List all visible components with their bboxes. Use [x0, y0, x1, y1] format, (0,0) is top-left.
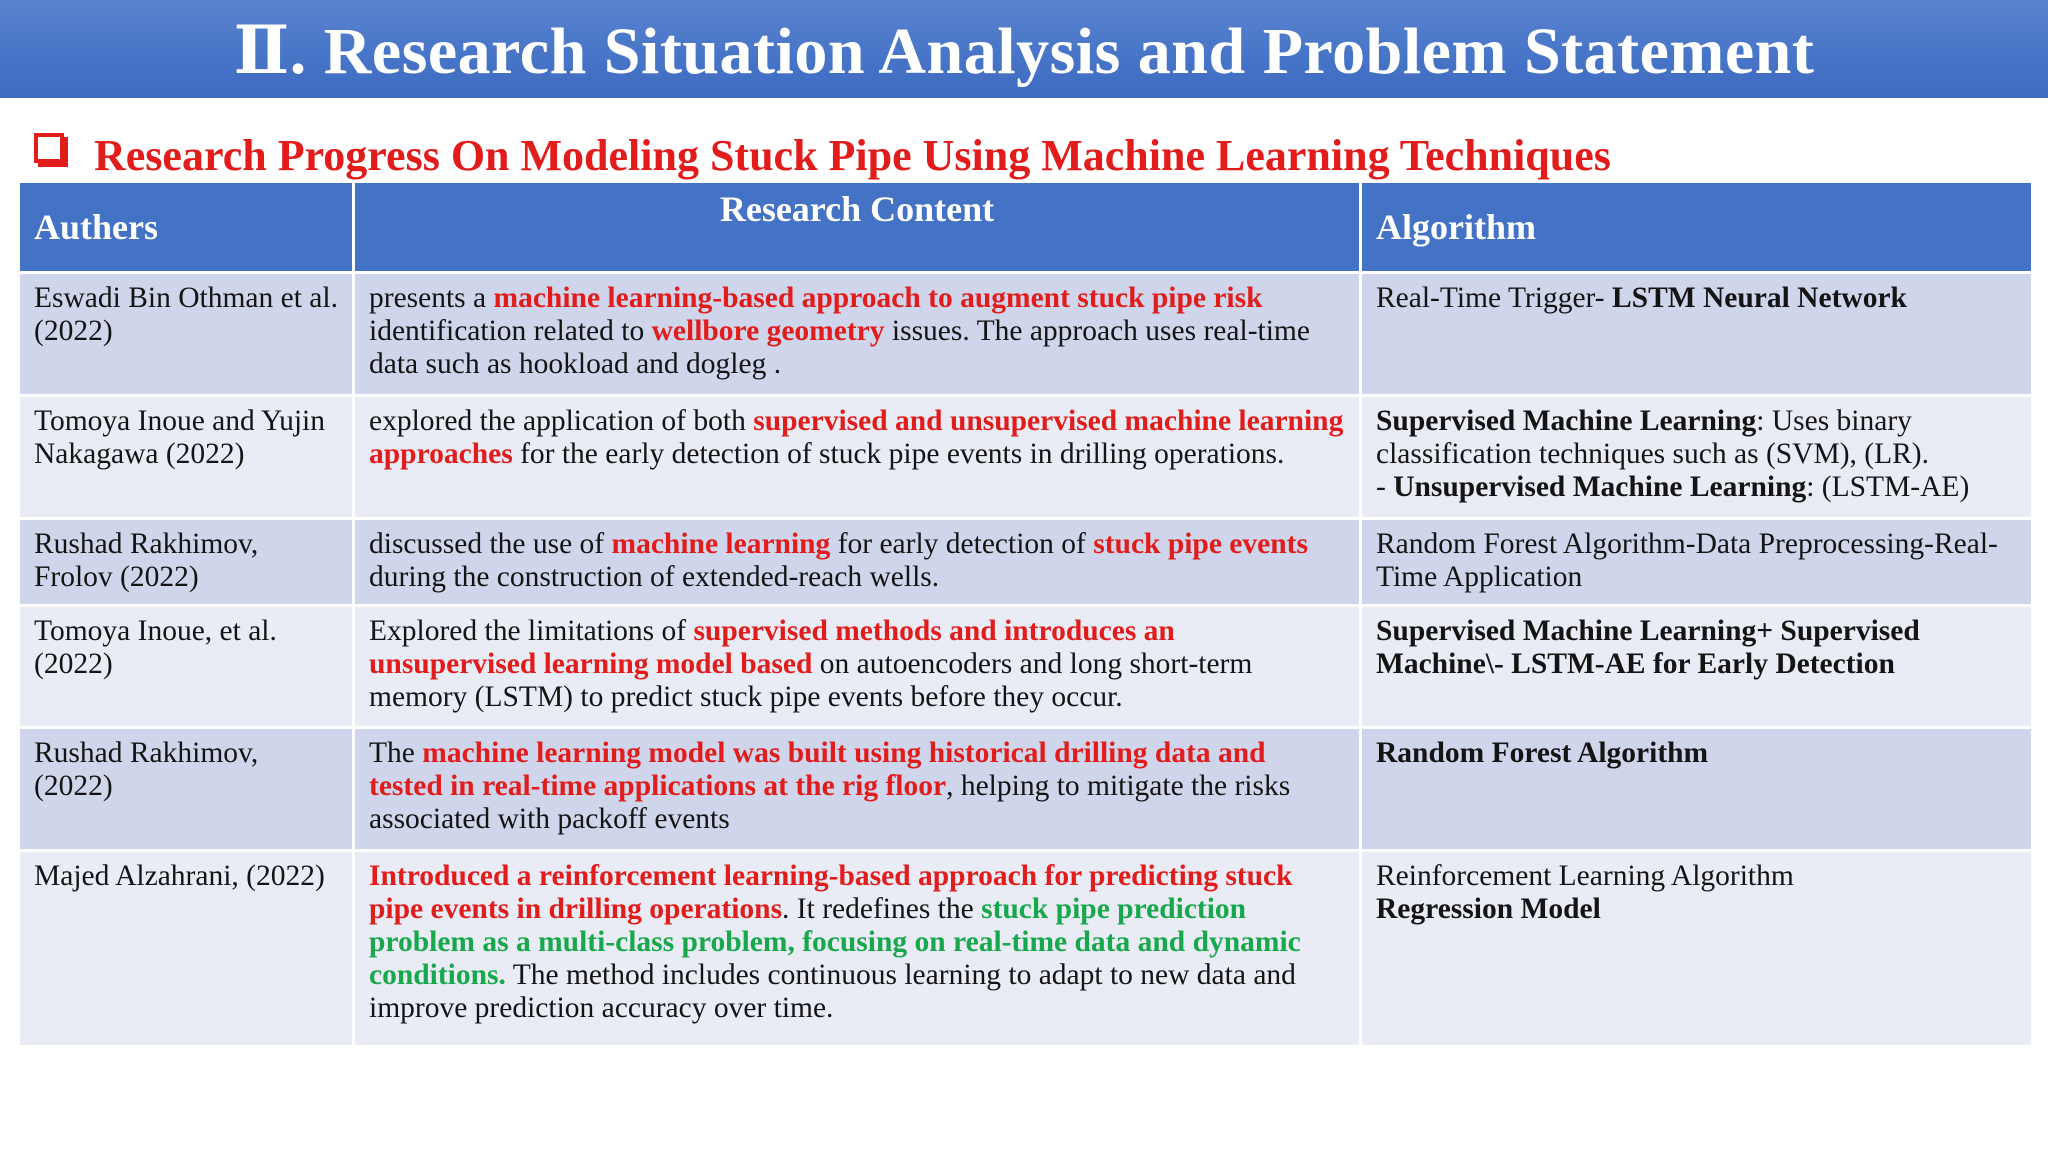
text-run: The method includes continuous learning to adapt to new data and improve prediction accuracy over time.	[369, 959, 1296, 1024]
table-row	[19, 273, 2033, 396]
bold-highlight-text: Supervised Machine Learning	[1376, 405, 1757, 437]
bold-highlight-text: Supervised Machine Learning+ Supervised Machine\- LSTM-AE for Early Detection	[1376, 615, 1920, 680]
table-row	[19, 851, 2033, 1047]
text-run: : Uses binary classification techniques such as (SVM), (LR).	[1376, 405, 1929, 470]
table-row	[19, 606, 2033, 728]
table-row	[19, 728, 2033, 851]
text-run: explored the application of both	[369, 405, 754, 437]
text-run: The	[369, 737, 423, 769]
algorithm-cell	[1361, 519, 2033, 606]
research-table	[17, 180, 2034, 1048]
slide-title: Ⅱ. Research Situation Analysis and Problem Statement	[233, 15, 1815, 88]
red-highlight-text: wellbore geometry	[651, 315, 885, 347]
text-run: -	[1376, 471, 1394, 503]
header-research-content: Research Content	[354, 182, 1361, 273]
text-run: Reinforcement Learning Algorithm	[1376, 860, 1794, 892]
author-cell: Tomoya Inoue and Yujin Nakagawa (2022)	[19, 396, 354, 519]
author-cell: Tomoya Inoue, et al. (2022)	[19, 606, 354, 728]
red-highlight-text: supervised and unsupervised machine learning approaches	[369, 405, 1344, 470]
text-run: during the construction of extended-reach wells.	[369, 561, 940, 593]
bold-highlight-text: Random Forest Algorithm	[1376, 737, 1709, 769]
content-cell	[354, 851, 1361, 1047]
content-cell	[354, 273, 1361, 396]
content-cell	[354, 606, 1361, 728]
text-run: Explored the limitations of	[369, 615, 694, 647]
red-highlight-text: stuck pipe events	[1093, 528, 1308, 560]
author-cell: Rushad Rakhimov, (2022)	[19, 728, 354, 851]
text-run: issues. The approach uses real-time data such as hookload and dogleg .	[369, 315, 1310, 380]
table-row	[19, 519, 2033, 606]
red-highlight-text: machine learning	[611, 528, 831, 560]
algorithm-cell	[1361, 728, 2033, 851]
table-header-row	[19, 182, 2033, 273]
algorithm-cell	[1361, 851, 2033, 1047]
green-highlight-text: stuck pipe prediction problem as a multi-class problem, focusing on real-time data and dynamic conditions.	[369, 893, 1301, 991]
red-highlight-text: machine learning model was built using historical drilling data and tested in real-time applications at the rig floor	[369, 737, 1266, 802]
bold-highlight-text: Unsupervised Machine Learning	[1393, 471, 1807, 503]
text-run: Real-Time Trigger-	[1376, 282, 1612, 314]
slide-subtitle: Research Progress On Modeling Stuck Pipe Using Machine Learning Techniques	[94, 130, 1611, 180]
content-cell	[354, 728, 1361, 851]
table-row	[19, 396, 2033, 519]
text-run: on autoencoders and long short-term memory (LSTM) to predict stuck pipe events before they occur.	[369, 648, 1253, 713]
header-authors: Authers	[19, 182, 354, 273]
algorithm-cell	[1361, 396, 2033, 519]
text-run: : (LSTM-AE)	[1806, 471, 1970, 503]
author-cell: Majed Alzahrani, (2022)	[19, 851, 354, 1047]
author-cell: Eswadi Bin Othman et al. (2022)	[19, 273, 354, 396]
bold-highlight-text: Regression Model	[1376, 893, 1601, 925]
text-run: . It redefines the	[782, 893, 982, 925]
text-run: presents a	[369, 282, 494, 314]
text-run: for early detection of	[830, 528, 1094, 560]
author-cell: Rushad Rakhimov, Frolov (2022)	[19, 519, 354, 606]
algorithm-cell	[1361, 273, 2033, 396]
text-run: , helping to mitigate the risks associated with packoff events	[369, 770, 1291, 835]
text-run: discussed the use of	[369, 528, 612, 560]
algorithm-cell	[1361, 606, 2033, 728]
text-run: Random Forest Algorithm-Data Preprocessing-Real-Time Application	[1376, 528, 1998, 593]
text-run: identification related to	[369, 315, 652, 347]
subtitle-row	[34, 125, 1611, 185]
bold-highlight-text: LSTM Neural Network	[1611, 282, 1907, 314]
text-run: for the early detection of stuck pipe events in drilling operations.	[512, 438, 1285, 470]
content-cell	[354, 396, 1361, 519]
red-highlight-text: Introduced a reinforcement learning-based approach for predicting stuck pipe events in drilling operations	[369, 860, 1293, 925]
header-algorithm: Algorithm	[1361, 182, 2033, 273]
content-cell	[354, 519, 1361, 606]
red-highlight-text: machine learning-based approach to augment stuck pipe risk	[493, 282, 1263, 314]
checkbox-bullet-icon	[34, 133, 64, 163]
red-highlight-text: supervised methods and introduces an unsupervised learning model based	[369, 615, 1175, 680]
